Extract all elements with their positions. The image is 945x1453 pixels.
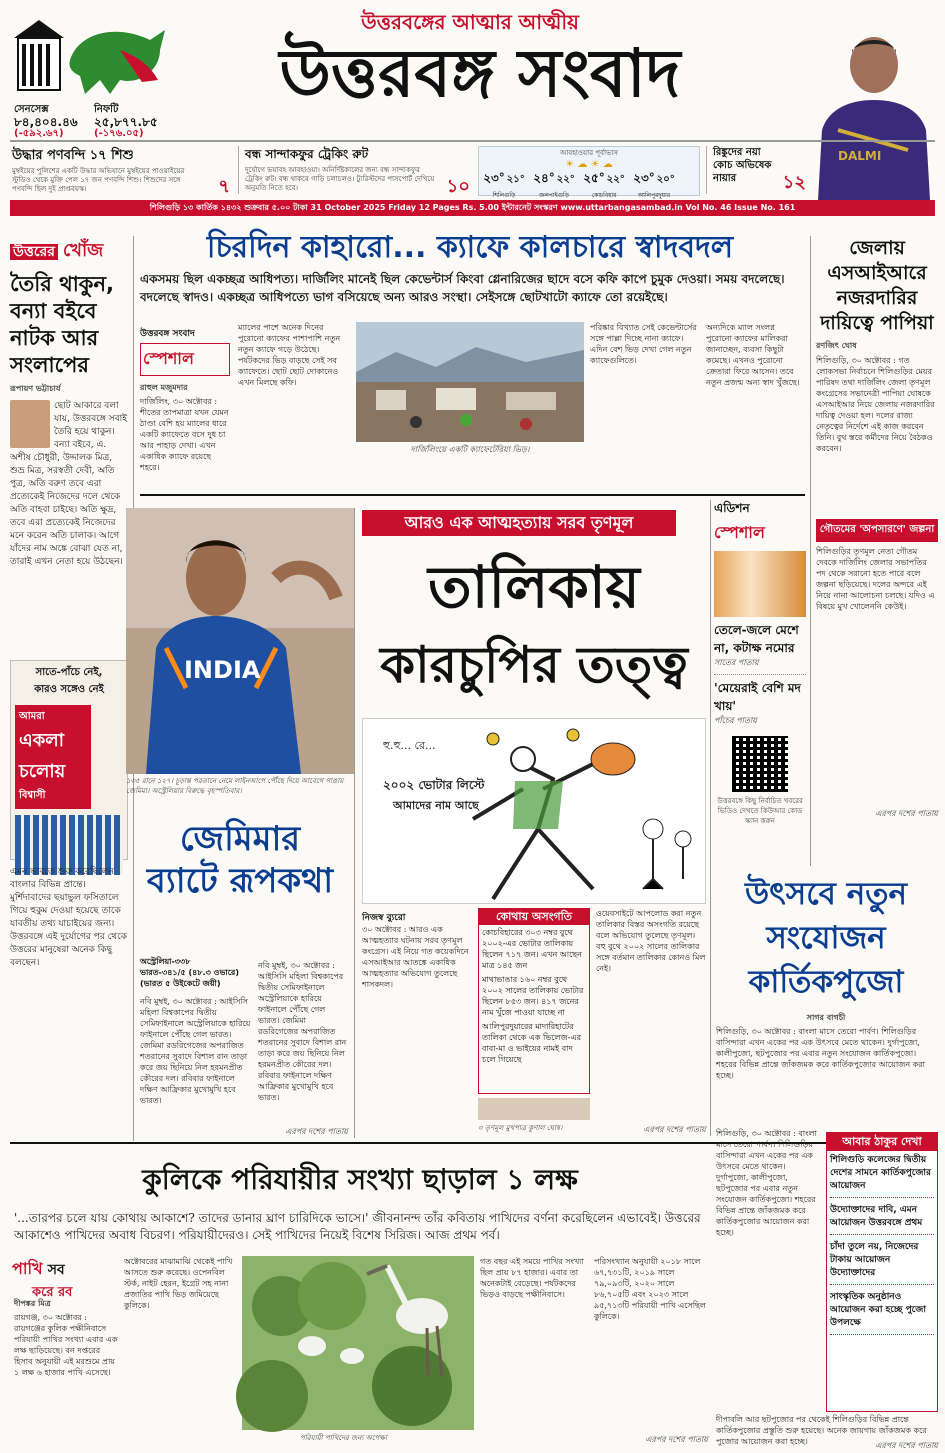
left-kicker-a: উত্তরের [10,244,58,260]
sports-footer: এরপর দশের পাতায় [285,1127,348,1136]
kartik-box-item: সাংস্কৃতিক অনুষ্ঠানও আয়োজন করা হচ্ছে পুজো উপলক্ষে [830,1291,934,1335]
sensex-value: ৮৪,৪০৪.৪৬ [14,115,78,129]
left-headline: তৈরি থাকুন, বন্যা বইবে নাটক আর সংলাপের [10,272,115,377]
weather-icons: ☀ ☁ ☀ ☁ [565,159,613,170]
nifty-value: ২৫,৮৭৭.৮৫ [94,115,158,129]
left-ad-line1: সাতে-পাঁচে নেই, [35,667,103,678]
teaser-1-title: উদ্ধার পণবন্দি ১৭ শিশু [12,148,134,163]
sports-score-c: (ভারত ৫ উইকেটে জয়ী) [140,979,221,988]
teaser-3[interactable] [706,146,806,194]
left-ad-brand2: একলা [19,730,64,751]
feature-dek: একসময় ছিল একচ্ছত্র আধিপত্য। দার্জিলিং মানেই ছিল কেভেন্টার্স কিংবা গ্লেনারিজের ছাদে বসে কফি কাপে চুমুক দেওয়া। সময় বদলেছে। বদলেছে স্বাদও। একচ্ছত্র আধিপত্যে ভাগ বসিয়েছে অন্য আরও সংস্থা। সেইসঙ্গে ছোটখাটো ক্যাফে তো রয়েইছে। [140,272,785,304]
teaser-2-body: দুর্যোগে ভয়াবহ আবহাওয়া। অনির্দিষ্টকালের জন্য বন্ধ সান্দাকফুর ট্রেকিং রুট। বন্ধ থাকবে গাড়ি চলাচলও। ট্যুরিস্টদের পাসপোর্ট দেখিয়ে অনুমতি নিতে হবে। [245,166,435,192]
bottom-body3: গত বছর এই সময়ে পাখির সংখ্যা ছিল প্রায় ৮৭ হাজার। এবার তা অনেকটাই বেড়েছে। পর্যটকদের ভিড়ও বাড়ছে পক্ষীনিবাসে। [480,1257,584,1299]
left-ad-brand4: বিশ্বাসী [19,790,46,801]
feature-body1: দার্জিলিং, ৩০ অক্টোবর : শীতের তাপমাত্রা যখন যেমন ঠাণ্ডা বেশি হয় ম্যালের ধারে একটি ক্যাফেতে বসে দুধ চা আর পাহাড় দেখা। এখন একাধিক ক্যাফে রয়েছে শহরে। [140,397,229,472]
svg-text:DALMI: DALMI [838,149,882,163]
sports-headline: জেমিমার ব্যাটে রূপকথা [146,819,334,901]
kartik-box [826,1132,938,1412]
nifty-label: নিফটি [94,104,119,115]
series-word-2: সব [47,1262,65,1278]
kartik-box-list [827,1151,937,1344]
teaser-3-title: রিঙ্কুদের নয়া কোচ অভিষেক নায়ার [713,147,772,184]
right-top [816,236,938,821]
lead-divider [710,500,711,1136]
feature-byline: রাহুল মজুমদার [140,383,188,392]
nifty-change: (-১৭৬.০৫) [94,128,144,139]
masthead-title: উত্তরবঙ্গ সংবাদ [279,35,681,112]
edition-special [714,500,806,826]
sports-score [140,956,250,989]
left-kicker-b: খোঁজ [62,240,104,261]
kartik-box-title: আবার ঠাকুর দেখা [827,1133,937,1151]
masthead [0,0,945,200]
left-ad-brand3: চলোয় [19,761,66,782]
lead-box [478,908,590,1094]
right-top-body: শিলিগুড়ি, ৩০ অক্টোবর : গত লোকসভা নির্বাচনে শিলিগুড়ির মেয়র পারিষদ তথা দার্জিলিং জেলা তৃণমূল কংগ্রেসের সভানেত্রী পাপিয়া ঘোষকে এসআইআর নিয়ে জেলায় নজরদারির দায়িত্ব দেওয়া হল। দলের রাজ্য নেতৃত্বের নির্দেশে এই কাজ করবেন তিনি। বুথ স্তরে কর্মীদের নিয়ে বৈঠকও করবেন। [816,356,935,453]
weather-city-name: জলপাইগুড়ি [538,192,570,199]
left-byline: রূপায়ণ ভট্টাচার্য [10,384,61,393]
weather-city-name: আলিপুরদুয়ার [637,192,671,199]
teaser-1-body: মুম্বইয়ের পুলিশের একটি উদ্ধার অভিযানে মুম্বইয়ের পাওয়াইয়ের স্টুডিও থেকে মুক্তি পেল ১৭ জন পণবন্দি শিশু। শিশুদের সঙ্গে পণবন্দি ছিল দুই প্রাপ্তবয়স্ক। [12,167,185,193]
bottom-byline: দীপঙ্কর মিত্র [14,1299,51,1308]
sensex-block [14,104,92,140]
kartik-headline: উৎসবে নতুন সংযোজন কার্তিকপুজো [745,876,907,1000]
edition-page2: পাঁচের পাতায় [714,716,758,725]
teaser-3-page: ১২ [782,172,806,193]
teaser-2-page: ১০ [446,176,470,197]
edition-label2: স্পেশাল [714,523,765,542]
right-top-headline: জেলায় এসআইআরে নজরদারির দায়িত্বে পাপিয়া [820,237,934,334]
lead-photo-caption: ৩ তৃণমূল মুখপাত্র কুণাল ঘোষ। [478,1124,563,1132]
weather-panel [478,146,700,199]
sensex-label: সেনসেক্স [14,104,49,115]
feature-label-special: স্পেশাল [140,343,230,376]
sports-body-a: নবি মুম্বই, ৩০ অক্টোবর : আইসিসি মহিলা বিশ্বকাপের দ্বিতীয় সেমিফাইনালে অস্ট্রেলিয়াকে হারিয়ে ফাইনালে পৌঁছে গেল ভারত। জেমিমা রডরিগেজের অপরাজিত শতরানের সুবাদে বিশাল রান তাড়া করে জয় ছিনিয়ে নিল হরমনপ্রীত কৌরের দল। রবিবার ফাইনালে দক্ষিণ আফ্রিকার মুখোমুখি হবে ভারত। [140,997,251,1105]
nifty-block [94,104,174,140]
weather-min: ২২° [556,174,575,185]
bottom-headline: কুলিকে পরিযায়ীর সংখ্যা ছাড়াল ১ লক্ষ [142,1163,578,1196]
kartik-box-item: চাঁদা তুলে নয়, নিজেদের টাকায় আয়োজন উদ্যোক্তাদের [830,1241,934,1285]
lead-box-item: কোচবিহারের ৩০৩ নম্বর বুথে ২০০২-এর ভোটার তালিকায় ছিলেন ৭১৭ জন। এখন আছেন মাত্র ১৪৫ জন [482,928,582,970]
feature-label [140,326,230,395]
teaser-2-title: বন্ধ সান্দাকফুর ট্রেকিং রুট [245,147,369,161]
weather-city-name: কোচবিহার [591,192,617,199]
left-ad[interactable] [10,660,128,860]
lead-bureau: নিজস্ব ব্যুরো [362,913,406,923]
feature-label-brand: উত্তরবঙ্গ সংবাদ [140,329,195,339]
cartoon-caption-2: আমাদের নাম আছে [393,799,479,812]
series-word-3: করে রব [32,1285,73,1300]
sports-divider [354,508,355,1138]
weather-row [479,170,699,201]
right-divider [810,236,811,866]
left-body: ছোট আকারে বলা যায়, উত্তরবঙ্গে সবাই তৈরি হয়ে থাকুন। বন্যা বইবে, এ. অশীষ চৌধুরী, উদ্দালক মিত্র, শুভ্র মিত্র, সরস্বতী দেবী, অতি পুত্র, অতি বরুণ তবে এরা প্রত্যেকেই নিজেদের দলে থেকে অতি বাহবা চাইছে। অতি ক্ষুদ্র, তবে এরা প্রত্যেকেই নিজেদের মনে করেন অতি চালাক। আগে যাঁদের নাম অঙ্কে বোঝা যেত না, তারাই এখন নেতা হয়ে উঠছেন। [10,401,127,567]
teaser-2[interactable] [238,146,470,197]
weather-city [629,170,679,201]
bottom-body2: অক্টোবরের মাঝামাঝি থেকেই পাখি আসতে শুরু করেছে। ওপেনবিল স্টর্ক, নাইট হেরন, ইগ্রেট সহ নানা প্রজাতির পাখি ভিড় জমিয়েছে কুলিকে। [124,1257,233,1310]
lead-footer: এরপর দশের পাতায় [643,1125,706,1134]
teaser-1-page: ৭ [218,176,230,197]
weather-city [479,170,529,201]
feature-body4: অন্যদিকে ম্যাল সংলগ্ন পুরোনো ক্যাফের মালিকরা জানাচ্ছেন, ব্যবসা কিছুটা কমেছে। এখনও পুরোনো ক্রেতারা ফিরে আসেন। তবে নতুন প্রজন্ম অন্য স্বাদ খুঁজছে। [706,323,800,387]
sports-photo [126,508,354,774]
bird-photo-caption: পরিযায়ী পাখিদের জন্য অপেক্ষা [300,1434,387,1442]
columnist-photo [10,400,50,448]
edition-label1: এডিশন [714,501,750,515]
bottom-footer: এরপর দশের পাতায় [645,1435,708,1444]
feature-body3: পরিষ্কার বিখ্যাত সেই কেভেন্টার্সের সঙ্গে পাল্লা দিচ্ছে নানা ক্যাফে। এদিন বেশ ভিড় দেখা গেল নতুন ক্যাফেগুলিতে। [590,323,697,365]
left-body2: এমন ভাবতে শুরু করেছিলেন বাংলার বিভিন্ন প্রান্তে। মুর্শিদাবাদের ছয়াভুল ফসিতালে গিয়ে হুকুম দেওয়া হয়েছে তাকে যাবতীয় তথ্য যাচাইয়ের জন্য। উত্তরবঙ্গে এই দুর্যোগের পর থেকে উত্তরের মানুষেরা অনেক কিছু বলছেন। [10,867,128,968]
sports-score-a: অস্ট্রেলিয়া-৩৩৮ [140,957,191,966]
lead-body2: ওয়েবসাইটে আপলোড করা নতুন তালিকার বিস্তর অসংগতি রয়েছে বলে অভিযোগ তুলেছে তৃণমূল। বহু বুথে ২০০২ সালের তালিকার সঙ্গে বর্তমান তালিকার কোনও মিল নেই। [596,909,706,973]
bull-logo [10,10,170,98]
lead-headline-2: কারচুপির তত্ত্ব [380,636,688,694]
edition-item2[interactable]: 'মেয়েরাই বেশি মদ খায়' [714,681,801,713]
edition-page1: সাতের পাতায় [714,658,759,667]
kartik-body: শিলিগুড়ি, ৩০ অক্টোবর : বাংলা মাসে তেরো পার্বণ। শিলিগুড়ির বাসিন্দারা এখন একের পর এক উৎসবে মেতে থাকেন। দুর্গাপুজো, কালীপুজো, ছটপুজোর পর এবার নতুন সংযোজন কার্তিকপুজো। শহরের বিভিন্ন প্রান্তে জাঁকজমক করে কার্তিকপুজোর আয়োজন করা হচ্ছে। [716,1027,925,1080]
feature-photo [356,322,584,442]
weather-city [579,170,629,201]
kartik-box-item: শিলিগুড়ি কলেজের দ্বিতীয় দেশের সামনে কার্তিকপুজোর আয়োজন [830,1154,934,1198]
bottom-body5: দীপাবলি আর ছটপুজোর পর থেকেই শিলিগুড়ির বিভিন্ন প্রান্তে কার্তিকপুজোর প্রস্তুতি শুরু হয়েছে। অনেক জায়গায় জাঁকজমক করে পুজোর আয়োজন করা হচ্ছে। [716,1415,927,1446]
bottom-body4: পরিসংখ্যান অনুযায়ী ২০১৮ সালে ৬৭,৭৩১টি, ২০১৯ সালে ৭৯,০৯৩টি, ২০২০ সালে ৮৬,৭০৫টি এবং ২০২৩ সালে ৯৫,৭১৩টি পরিযায়ী পাখি এসেছিল কুলিকে। [594,1257,706,1321]
dateline: শিলিগুড়ি ১৩ কার্তিক ১৪৩২ শুক্রবার ৫.০০ টাকা 31 October 2025 Friday 12 Pages Rs. 5.00 ইন্টারনেট সংস্করণ www.uttarbangasambad.in Vol No. 46 Issue No. 161 [149,203,796,212]
left-ad-line2: কারও সঙ্গেও নেই [34,684,104,695]
qr-text: উত্তরবঙ্গে কিছু নির্বাচিত খবরের ভিডিও দেখতে কিউআর কোড স্ক্যান করুন [717,797,803,825]
goutam-label: গৌতমের 'অপসারণে' জল্পনা [816,519,938,542]
bottom-dek: '...তারপর চলে যায় কোথায় আকাশে? তাদের ডানার ঘ্রাণ চারিদিকে ভাসে।' জীবনানন্দ তাঁর কবিতায় পাখিদের বর্ণনা করেছিলেন এভাবেই। উত্তরের আকাশেও পাখিদের অবাধ বিচরণ। পরিযায়ীদেরও। সেই পাখিদের নিয়েই বিশেষ সিরিজ। আজ প্রথম পর্ব। [14,1211,701,1242]
weather-max: ২৩° [633,171,655,185]
lead-headline-1: তালিকায় [428,553,640,621]
sports-body-b: নবি মুম্বই, ৩০ অক্টোবর : আইসিসি মহিলা বিশ্বকাপের দ্বিতীয় সেমিফাইনালে অস্ট্রেলিয়াকে হারিয়ে ফাইনালে পৌঁছে গেল ভারত। জেমিমা রডরিগেজের অপরাজিত শতরানের সুবাদে বিশাল রান তাড়া করে জয় ছিনিয়ে নিল হরমনপ্রীত কৌরের দল। রবিবার ফাইনালে দক্ষিণ আফ্রিকার মুখোমুখি হবে ভারত। [258,961,347,1102]
goutam-body: শিলিগুড়ির তৃণমূল নেতা গৌতম দেবকে দার্জিলিং জেলার সভাপতির পদ থেকে সরানো হতে পারে বলে জল্পনা ছড়িয়েছে। দলের অন্দরে এই নিয়ে নানা আলোচনা চলছে। যদিও এ বিষয়ে মুখ খোলেননি কেউই। [816,547,935,611]
lead-box-title: কোথায় অসংগতি [479,909,589,925]
lead-box-item: আলিপুরদুয়ারের মাদারিহাটের তালিকা থেকে এক ভিলেজ-এর বাবা-মা ও ভাইয়ের নামই বাদ চলে গিয়েছে [482,1022,581,1064]
feature-headline: চিরদিন কাহারো... ক্যাফে কালচারে স্বাদবদল [206,230,734,265]
masthead-tagline: উত্তরবঙ্গের আত্মার আত্মীয় [361,10,579,34]
bottom-body1: রায়গঞ্জ, ৩০ অক্টোবর : রায়গঞ্জের কুলিক পক্ষীনিবাসে পরিযায়ী পাখির সংখ্যা এবার এক লক্ষ ছাড়িয়েছে। বন দপ্তরের হিসাব অনুযায়ী এই মরশুমে প্রায় ১ লক্ষ ৬ হাজার পাখি এসেছে। [14,1313,118,1377]
edition-photo [714,551,806,617]
weather-max: ২৩° [483,171,505,185]
right-top-footer: এরপর দশের পাতায় [875,809,938,818]
player-photo [808,20,940,200]
teaser-1[interactable] [12,146,230,197]
kartik-footer: এরপর দশের পাতায় [875,1441,938,1450]
cartoon-caption-1: ২০০২ ভোটার লিস্টে [383,778,485,792]
qr-code[interactable] [732,736,788,792]
feature-bottom-rule [140,494,805,496]
feature-photo-caption: দার্জিলিংয়ে একটি ক্যাফেটেরিয়া ভিড়। [410,445,530,454]
lead-body1: ৩০ অক্টোবর : আরও এক আত্মহত্যার ঘটনায় সরব তৃণমূল কংগ্রেস। এই নিয়ে গত কয়েকদিনে এসআইআর আতঙ্কে একাধিক আত্মহত্যার অভিযোগ তুলেছে শাসকদল। [362,925,469,989]
left-column [10,236,128,1141]
lead-photo [478,1098,590,1120]
right-top-byline: রণজিৎ ঘোষ [816,341,857,350]
weather-city [529,170,579,201]
kartik-box-item: উদ্যোক্তাদের দাবি, এমন আয়োজন উত্তরবঙ্গে প্রথম [830,1204,934,1235]
lead-box-item: মাথাভাঙার ১৬০ নম্বর বুথে ২০০২ সালের তালিকায় ভোটার ছিলেন ৮৫৩ জন। ৪১৭ জনের নাম খুঁজে পাওয়া যাচ্ছে না [482,975,584,1017]
left-kicker [10,236,128,267]
weather-min: ২২° [606,174,625,185]
series-word-1: পাখি [12,1259,43,1278]
weather-caption: আবহাওয়ার পূর্বাভাস [560,149,618,157]
sports-score-b: ভারত-৩৪১/৫ (৪৮.৩ ওভারে) [140,968,239,977]
weather-min: ২০° [656,174,675,185]
edition-rule [714,674,806,675]
weather-max: ২৪° [533,171,555,185]
lead-cartoon [362,718,706,904]
lead-kicker: আরও এক আত্মহত্যায় সরব তৃণমূল [362,510,676,536]
sensex-change: (-৫৯২.৬৭) [14,128,64,139]
bird-photo [242,1256,474,1430]
edition-item1[interactable]: তেলে-জলে মেশে না, কটাক্ষ নমোর [714,623,799,655]
left-ad-brand [15,705,91,809]
sports-photo-caption: ১৩৫ রানে ১২৭। চূড়ান্ত পরতানে নেমে লাইনআপে পৌঁছে দিয়ে আবেগে গাঙায় জেমিমা। অস্ট্রেলিয়ার বিরুদ্ধে বৃহস্পতিবার। [126,777,344,795]
teaser-top-rule [10,140,935,142]
kartik-body-b: শিলিগুড়ি, ৩০ অক্টোবর : বাংলা মাসে তেরো পার্বণ। শিলিগুড়ির বাসিন্দারা এখন একের পর এক উৎসবে মেতে থাকেন। দুর্গাপুজো, কালীপুজো, ছটপুজোর পর এবার নতুন সংযোজন কার্তিকপুজো। শহরের বিভিন্ন প্রান্তে জাঁকজমক করে কার্তিকপুজোর আয়োজন করা হচ্ছে। [716,1129,817,1237]
cartoon-bubble: হু.হু... রে... [383,739,436,752]
weather-min: ২১° [506,174,525,185]
kartik-byline: সাগর বাগচী [806,1013,846,1022]
series-logo [12,1256,122,1300]
weather-city-name: শিলিগুড়ি [492,192,516,199]
jersey-text: INDIA [184,656,261,684]
feature-body2: ম্যালের পাশে অনেক দিনের পুরোনো ক্যাফের পাশাপাশি নতুন নতুন ক্যাফে গড়ে উঠেছে। পর্যটকদের ভিড় বাড়ছে সেই সব ক্যাফেতে। ছোট ছোট দোকানেও এখন মিলছে কফি। [238,323,341,387]
weather-max: ২৫° [583,171,605,185]
lead-box-list [479,925,589,1070]
left-ad-brand1: আমরা [19,711,45,722]
